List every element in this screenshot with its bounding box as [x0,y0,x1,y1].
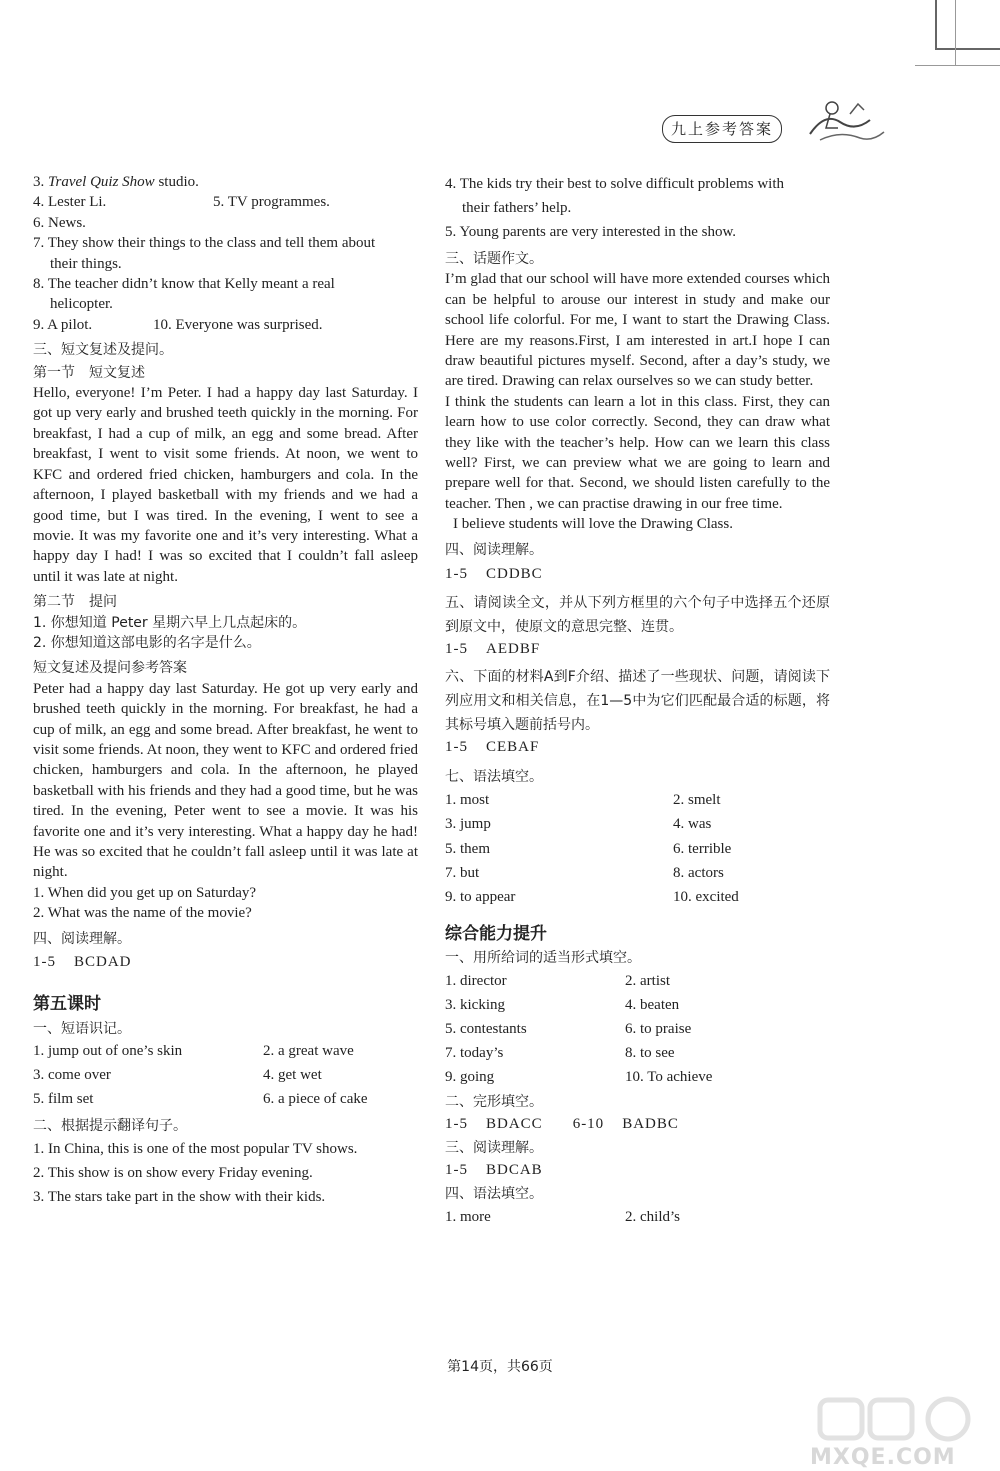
grammar-item: 4. was [673,816,712,833]
word-form-item: 10. To achieve [625,1069,713,1086]
grammar-item: 9. to appear [445,889,516,906]
word-form-item: 4. beaten [625,996,680,1013]
crop-mark [915,65,1000,66]
answer-line: 5. Young parents are very interested in the show. [445,224,737,240]
answer-line: 2. What was the name of the movie? [33,905,252,922]
answer-letters: AEDBF [486,640,541,657]
grammar-item: 7. but [445,864,480,881]
answer-key [445,564,830,584]
phrase-item: 4. get wet [263,1067,322,1084]
answer-range: 1-5 [445,640,468,657]
answer-key [33,952,418,972]
word-form-item: 1. director [445,972,507,989]
translation-item: 2. This show is on show every Friday evening. [33,1164,313,1181]
section-heading: 三、短文复述及提问。 [33,342,173,359]
subsection-heading: 短文复述及提问参考答案 [33,660,187,677]
answer-letters: BDCAB [486,1162,543,1179]
grammar-item: 1. most [445,791,490,808]
header-logo-icon [800,92,890,152]
phrase-item: 2. a great wave [263,1043,354,1060]
answer-range: 1-5 [445,1115,468,1132]
answer-letters: BADBC [622,1115,679,1132]
phrase-item: 1. jump out of one’s skin [33,1043,183,1060]
answer-key [445,1112,830,1136]
reference-paragraph: Peter had a happy day last Saturday. He got up very early and brushed teeth quickly in the morning. For breakfast, he had a cup of milk, an egg and some bread. After breakfast, he went to visit some friends. At noon, they went to KFC and ordered fried chicken, hamburgers and cola. In the afternoon, he played basketball with his friends and they had a good time, but he was tired. In the evening, Peter went to see a movie. It was his favorite one and it’s very interesting. What a happy day he had! He was so excited that he couldn’t fall asleep until it was late at night. [33,680,418,881]
answer-line: 4. The kids try their best to solve difficult problems with [445,176,784,192]
crop-mark [935,48,1000,50]
answer-key [445,639,830,659]
grammar-item: 2. smelt [673,791,721,808]
section-heading: 五、请阅读全文，并从下列方框里的六个句子中选择五个还原到原文中，使原文的意思完整、连贯。 [445,594,830,635]
answer-range: 1-5 [445,566,468,583]
grammar-item: 3. jump [445,816,491,833]
word-form-item: 8. to see [625,1045,675,1062]
section-heading: 二、完形填空。 [445,1093,543,1110]
phrase-item: 6. a piece of cake [263,1091,368,1108]
essay-paragraph: I think the students can learn a lot in this class. First, they can learn how to use color correctly. Second, they can draw what they like with the teacher’s help. How can we learn this class well? First, we can preview what we are going to learn and prepare well for that. Second, we should listen carefully to the teacher. Then , we can practise drawing in our free time. [445,393,830,512]
answer-letters: CEBAF [486,738,540,755]
answer-line [33,172,418,192]
answer-key [445,1158,830,1182]
subsection-heading: 第二节 提问 [33,594,117,611]
word-form-answers [445,969,830,1090]
answer-range: 1-5 [445,738,468,755]
header-badge: 九上参考答案 [662,115,782,143]
grammar-item: 5. them [445,840,490,857]
answer-text: studio. [154,174,199,190]
section-heading: 二、根据提示翻译句子。 [33,1118,187,1135]
translation-item: 3. The stars take part in the show with their kids. [33,1188,326,1205]
crop-mark [955,0,956,65]
question-item: 1. 你想知道 Peter 星期六早上几点起床的。 [33,614,307,631]
left-column [33,172,418,1209]
answer-letters: BCDAD [74,954,132,971]
question-item: 2. 你想知道这部电影的名字是什么。 [33,634,261,651]
answer-row [33,315,418,335]
phrase-item: 3. come over [33,1067,111,1084]
answer-item: 10. Everyone was surprised. [153,316,323,333]
grammar-item: 6. terrible [673,840,732,857]
word-form-item: 3. kicking [445,996,505,1013]
answer-line: their things. [50,255,122,272]
grammar-item: 8. actors [673,864,724,881]
answer-key [445,737,830,757]
grammar-item: 1. more [445,1208,491,1225]
page-number: 第14页，共66页 [447,1359,553,1375]
story-paragraph: Hello, everyone! I’m Peter. I had a happy day last Saturday. I got up very early and brushed teeth quickly in the morning. For breakfast, I had a cup of milk, an egg and some bread. After breakfast, I went to visit some friends. At noon, we went to KFC and ordered fried chicken, hamburgers and cola. In the afternoon, I played basketball with my friends and we had a good time, but I was tired. In the evening, I went to see a movie. It was my favorite one and it’s very interesting. What a happy day I had! I was so excited that I couldn’t fall asleep until it was late at night. [33,385,418,585]
answer-line: 8. The teacher didn’t know that Kelly meant a real [33,276,335,293]
section-heading: 三、话题作文。 [445,251,543,267]
answer-line: their fathers’ help. [462,200,572,216]
section-heading: 四、阅读理解。 [445,541,543,558]
answer-row [33,192,418,212]
answer-line: 7. They show their things to the class and tell them about [33,235,376,252]
phrase-item: 5. film set [33,1091,94,1108]
answer-line: 1. When did you get up on Saturday? [33,884,257,901]
lesson-heading: 第五课时 [33,994,101,1015]
answer-letters: BDACC [486,1115,543,1132]
section-heading: 四、阅读理解。 [33,930,131,947]
answer-range: 6-10 [572,1115,605,1132]
essay-paragraph: I’m glad that our school will have more extended courses which can be helpful to arouse our interest in study and make our school life colorful. For me, I want to start the Drawing Class. Here are my reasons.First, I am interested in art.I hope I can draw beautiful pictures myself. Second, after a day’s study, we are tired. Drawing can relax ourselves so we can study better. [445,271,830,390]
right-column [445,172,830,1229]
answer-range: 1-5 [445,1162,468,1179]
essay-paragraph: I believe students will love the Drawing Class. [453,516,733,533]
grammar-answers [445,788,830,910]
grammar-item: 10. excited [673,889,739,906]
answer-item: 4. Lester Li. [33,194,107,211]
answer-number: 3. [33,174,48,190]
section-heading: 四、语法填空。 [445,1186,543,1203]
answer-item: 5. TV programmes. [213,194,330,211]
section-heading: 一、短语识记。 [33,1020,131,1037]
section-heading: 一、用所给词的适当形式填空。 [445,950,641,967]
answer-line: 6. News. [33,214,86,231]
watermark-text: MXQE.COM [810,1445,956,1470]
translation-item: 1. In China, this is one of the most popular TV shows. [33,1140,358,1157]
section-heading: 六、下面的材料A到F介绍、描述了一些现状、问题，请阅读下列应用文和相关信息，在1—5中为它们匹配最合适的标题，将其标号填入题前括号内。 [445,668,830,733]
show-title: Travel Quiz Show [48,174,155,190]
grammar-item: 2. child’s [625,1208,680,1225]
word-form-item: 9. going [445,1069,495,1086]
crop-mark [935,0,937,50]
word-form-item: 5. contestants [445,1020,527,1037]
phrase-row [33,1039,418,1111]
answer-letters: CDDBC [486,566,543,583]
word-form-item: 2. artist [625,972,670,989]
word-form-item: 6. to praise [625,1020,692,1037]
subsection-heading: 第一节 短文复述 [33,364,145,381]
grammar-answers [445,1205,830,1229]
word-form-item: 7. today’s [445,1045,504,1062]
section-heading: 三、阅读理解。 [445,1139,543,1156]
answer-line: helicopter. [50,296,113,313]
answer-item: 9. A pilot. [33,316,93,333]
answer-range: 1-5 [33,954,56,971]
comprehensive-heading: 综合能力提升 [445,923,547,944]
section-heading: 七、语法填空。 [445,769,543,786]
